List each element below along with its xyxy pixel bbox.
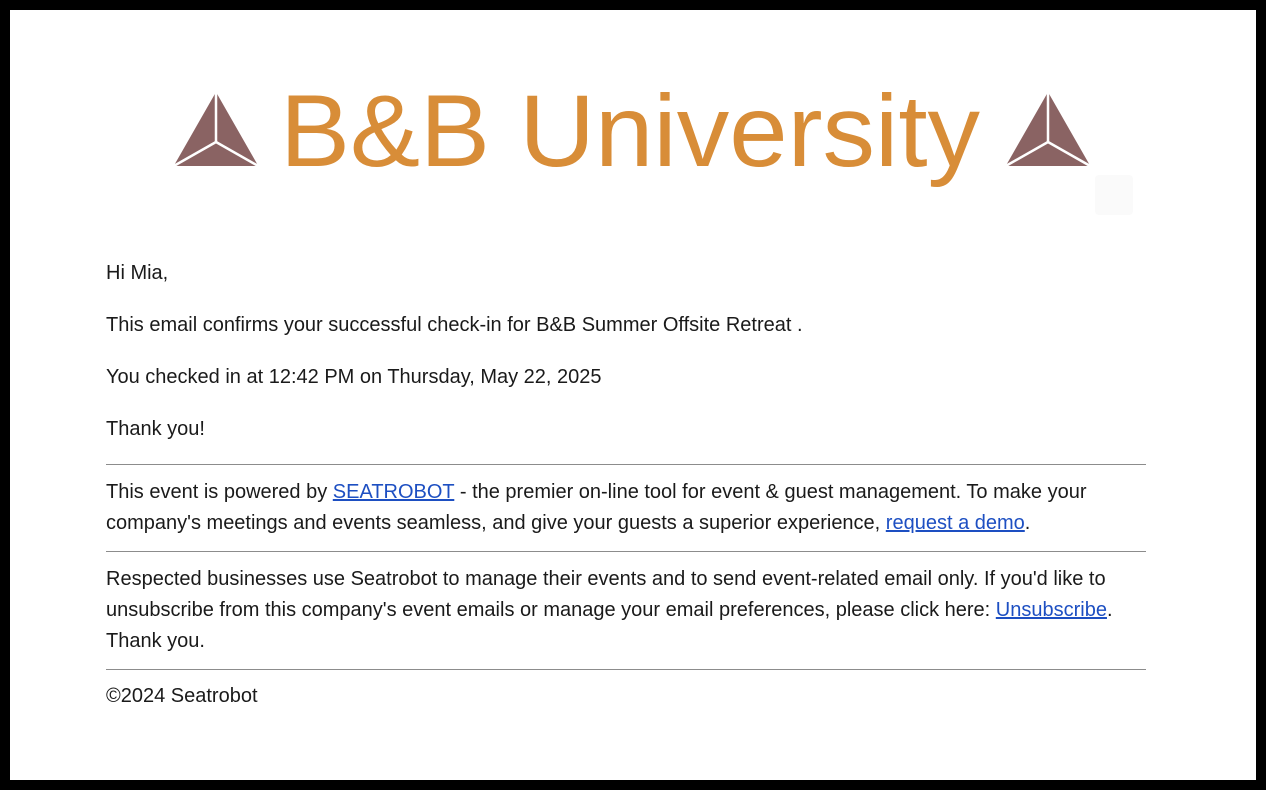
left-triangle-icon <box>172 90 260 167</box>
promo-prefix: This event is powered by <box>106 481 333 503</box>
logo-text: B&B University <box>280 74 980 188</box>
unsubscribe-suffix: . Thank you. <box>106 599 1113 652</box>
unsubscribe-text <box>106 552 1146 669</box>
seatrobot-link[interactable]: SEATROBOT <box>332 481 455 503</box>
request-demo-link[interactable]: request a demo <box>885 512 1025 534</box>
right-triangle-icon <box>1004 90 1092 167</box>
email-body <box>106 261 1146 712</box>
unsubscribe-body: Respected businesses use Seatrobot to manage their events and to send event-related email only. If you'd like to unsubscribe from this company's event emails or manage your email preferences, please click here: <box>106 568 1106 621</box>
faint-placeholder-box <box>1095 175 1133 215</box>
email-window <box>10 10 1256 780</box>
thanks-text: Thank you! <box>106 418 205 440</box>
copyright: ©2024 Seatrobot <box>106 685 258 707</box>
unsubscribe-link[interactable]: Unsubscribe <box>995 599 1107 621</box>
confirmation-text: This email confirms your successful check-in for B&B Summer Offsite Retreat . <box>106 314 803 336</box>
promo-text <box>106 465 1146 551</box>
university-logo <box>170 74 1100 202</box>
promo-suffix: . <box>1024 512 1031 534</box>
greeting: Hi Mia, <box>106 262 169 284</box>
promo-middle: - the premier on-line tool for event & guest management. To make your company's meetings and events seamless, and give your guests a superior experience, <box>106 481 1087 534</box>
checkin-time-text: You checked in at 12:42 PM on Thursday, May 22, 2025 <box>106 366 602 388</box>
